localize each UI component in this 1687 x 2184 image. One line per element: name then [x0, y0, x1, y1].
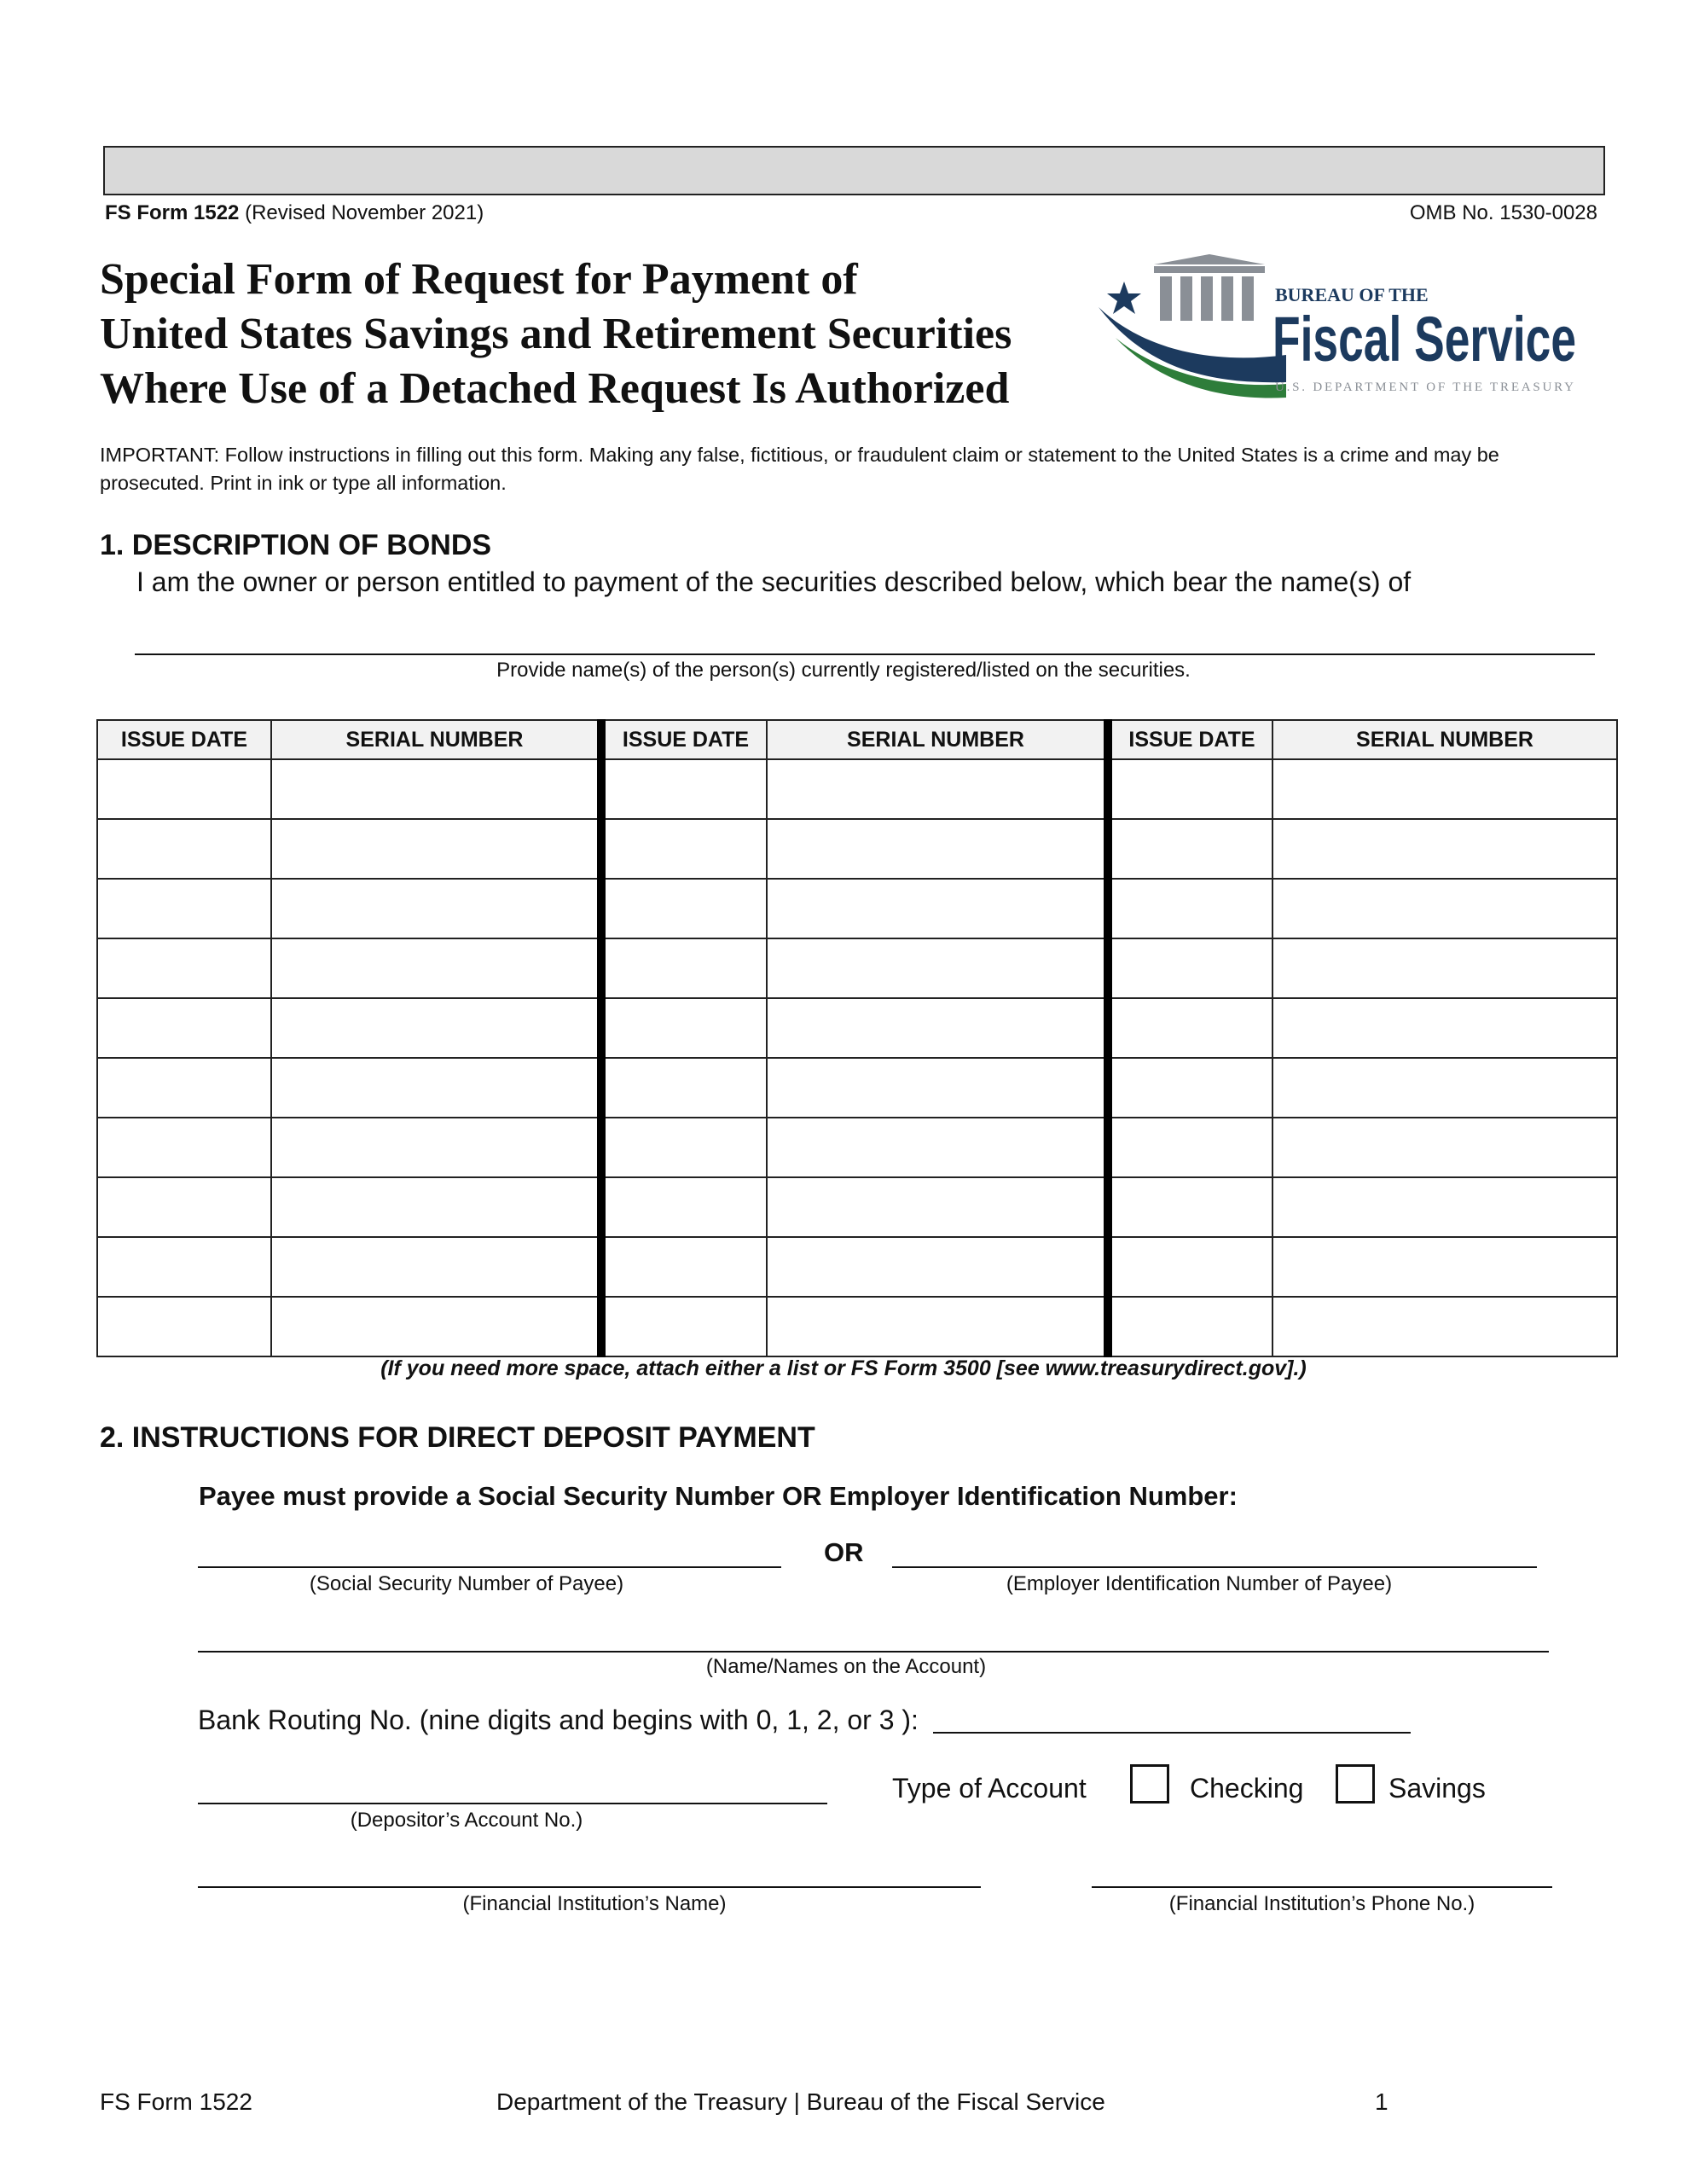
table-row — [97, 879, 1617, 938]
serial-number-cell[interactable] — [271, 1058, 601, 1118]
serial-number-cell[interactable] — [271, 819, 601, 879]
table-header-row — [97, 720, 1617, 759]
institution-phone-field[interactable] — [1092, 1886, 1552, 1888]
ein-field[interactable] — [892, 1566, 1537, 1568]
serial-number-cell[interactable] — [271, 1118, 601, 1177]
ownership-statement: I am the owner or person entitled to payment of the securities described below, which bear the name(s) of — [136, 566, 1412, 597]
issue-date-cell[interactable] — [97, 1058, 271, 1118]
issue-date-cell[interactable] — [97, 759, 271, 819]
serial-number-cell[interactable] — [1272, 1237, 1617, 1297]
important-notice: IMPORTANT: Follow instructions in filling out this form. Making any false, fictitious, or fraudulent claim or statement to the United States is a crime and may be prosecuted. Print in ink or type all information. — [100, 444, 1499, 494]
institution-name-field[interactable] — [198, 1886, 981, 1888]
title-line-2: United States Savings and Retirement Securities — [100, 310, 1012, 358]
issue-date-cell[interactable] — [1108, 1058, 1272, 1118]
building-icon — [1154, 254, 1265, 321]
column-header-serial-number: SERIAL NUMBER — [767, 720, 1108, 759]
issue-date-cell[interactable] — [601, 1237, 767, 1297]
checking-checkbox[interactable] — [1130, 1764, 1169, 1804]
issue-date-cell[interactable] — [601, 759, 767, 819]
issue-date-cell[interactable] — [1108, 819, 1272, 879]
column-header-issue-date: ISSUE DATE — [1108, 720, 1272, 759]
serial-number-cell[interactable] — [1272, 1177, 1617, 1237]
account-names-caption: (Name/Names on the Account) — [705, 1655, 987, 1678]
table-row — [97, 819, 1617, 879]
registered-names-field[interactable] — [135, 653, 1595, 655]
bonds-table — [96, 719, 1618, 1357]
table-row — [97, 998, 1617, 1058]
issue-date-cell[interactable] — [601, 1177, 767, 1237]
issue-date-cell[interactable] — [601, 1297, 767, 1356]
issue-date-cell[interactable] — [601, 998, 767, 1058]
table-row — [97, 938, 1617, 998]
column-header-issue-date: ISSUE DATE — [601, 720, 767, 759]
issue-date-cell[interactable] — [601, 819, 767, 879]
logo-fiscal-service-text: Fiscal Service — [1272, 304, 1576, 375]
form-id — [105, 201, 484, 225]
issue-date-cell[interactable] — [1108, 998, 1272, 1058]
issue-date-cell[interactable] — [601, 1058, 767, 1118]
institution-phone-caption: (Financial Institution’s Phone No.) — [1168, 1892, 1475, 1915]
serial-number-cell[interactable] — [767, 759, 1108, 819]
title-line-3: Where Use of a Detached Request Is Authorized — [100, 364, 1010, 413]
ein-caption: (Employer Identification Number of Payee) — [1006, 1572, 1393, 1595]
issue-date-cell[interactable] — [97, 819, 271, 879]
serial-number-cell[interactable] — [1272, 759, 1617, 819]
serial-number-cell[interactable] — [767, 998, 1108, 1058]
serial-number-cell[interactable] — [1272, 998, 1617, 1058]
issue-date-cell[interactable] — [601, 879, 767, 938]
account-number-field[interactable] — [198, 1803, 827, 1804]
footer-department: Department of the Treasury | Bureau of the Fiscal Service — [496, 2088, 1105, 2115]
issue-date-cell[interactable] — [1108, 1237, 1272, 1297]
serial-number-cell[interactable] — [1272, 938, 1617, 998]
footer-page-number: 1 — [1375, 2088, 1388, 2115]
issue-date-cell[interactable] — [97, 938, 271, 998]
issue-date-cell[interactable] — [97, 1297, 271, 1356]
serial-number-cell[interactable] — [1272, 819, 1617, 879]
account-number-caption: (Depositor’s Account No.) — [350, 1809, 583, 1832]
serial-number-cell[interactable] — [271, 1237, 601, 1297]
omb-number: OMB No. 1530-0028 — [1409, 201, 1597, 224]
column-header-issue-date: ISSUE DATE — [97, 720, 271, 759]
serial-number-cell[interactable] — [271, 998, 601, 1058]
serial-number-cell[interactable] — [1272, 1058, 1617, 1118]
serial-number-cell[interactable] — [271, 938, 601, 998]
account-names-field[interactable] — [198, 1651, 1549, 1653]
table-row — [97, 1177, 1617, 1237]
serial-number-cell[interactable] — [271, 1177, 601, 1237]
page-title — [100, 253, 1038, 416]
routing-label: Bank Routing No. (nine digits and begins with 0, 1, 2, or 3 ): — [198, 1705, 919, 1735]
or-label: OR — [824, 1537, 864, 1567]
serial-number-cell[interactable] — [271, 1297, 601, 1356]
table-row — [97, 1237, 1617, 1297]
form-number: FS Form 1522 — [105, 201, 240, 224]
issue-date-cell[interactable] — [601, 1118, 767, 1177]
column-header-serial-number: SERIAL NUMBER — [1272, 720, 1617, 759]
issue-date-cell[interactable] — [1108, 879, 1272, 938]
issue-date-cell[interactable] — [601, 938, 767, 998]
serial-number-cell[interactable] — [767, 938, 1108, 998]
ssn-caption: (Social Security Number of Payee) — [309, 1572, 624, 1595]
serial-number-cell[interactable] — [767, 1237, 1108, 1297]
header-bar — [103, 146, 1605, 195]
serial-number-cell[interactable] — [1272, 879, 1617, 938]
ssn-field[interactable] — [198, 1566, 781, 1568]
issue-date-cell[interactable] — [97, 1118, 271, 1177]
issue-date-cell[interactable] — [1108, 759, 1272, 819]
revision-date: (Revised November 2021) — [245, 201, 484, 224]
serial-number-cell[interactable] — [1272, 1118, 1617, 1177]
star-icon — [1107, 282, 1141, 314]
title-line-1: Special Form of Request for Payment of — [100, 255, 858, 304]
table-row — [97, 759, 1617, 819]
payee-instruction: Payee must provide a Social Security Number OR Employer Identification Number: — [199, 1481, 1238, 1511]
serial-number-cell[interactable] — [767, 879, 1108, 938]
table-row — [97, 1297, 1617, 1356]
fiscal-service-logo — [1090, 254, 1585, 404]
type-of-account-label: Type of Account — [892, 1773, 1087, 1804]
serial-number-cell[interactable] — [271, 759, 601, 819]
serial-number-cell[interactable] — [1272, 1297, 1617, 1356]
registered-names-caption: Provide name(s) of the person(s) currently registered/listed on the securities. — [496, 659, 1191, 682]
issue-date-cell[interactable] — [97, 1237, 271, 1297]
serial-number-cell[interactable] — [767, 1297, 1108, 1356]
issue-date-cell[interactable] — [1108, 1177, 1272, 1237]
issue-date-cell[interactable] — [97, 879, 271, 938]
more-space-note: (If you need more space, attach either a list or FS Form 3500 [see www.treasurydirect.gov].) — [380, 1356, 1307, 1380]
footer-form-number: FS Form 1522 — [100, 2088, 252, 2115]
serial-number-cell[interactable] — [271, 879, 601, 938]
savings-label: Savings — [1388, 1773, 1486, 1804]
table-row — [97, 1058, 1617, 1118]
issue-date-cell[interactable] — [1108, 1297, 1272, 1356]
savings-checkbox[interactable] — [1336, 1764, 1375, 1804]
serial-number-cell[interactable] — [767, 1058, 1108, 1118]
institution-name-caption: (Financial Institution’s Name) — [462, 1892, 727, 1915]
serial-number-cell[interactable] — [767, 819, 1108, 879]
issue-date-cell[interactable] — [97, 1177, 271, 1237]
table-row — [97, 1118, 1617, 1177]
issue-date-cell[interactable] — [1108, 1118, 1272, 1177]
section2-heading: 2. INSTRUCTIONS FOR DIRECT DEPOSIT PAYMENT — [100, 1421, 815, 1454]
column-header-serial-number: SERIAL NUMBER — [271, 720, 601, 759]
section1-heading: 1. DESCRIPTION OF BONDS — [100, 529, 492, 561]
logo-bureau-text: BUREAU OF THE — [1275, 284, 1429, 305]
checking-label: Checking — [1190, 1773, 1304, 1804]
logo-department-text: U.S. DEPARTMENT OF THE TREASURY — [1275, 380, 1574, 394]
issue-date-cell[interactable] — [1108, 938, 1272, 998]
serial-number-cell[interactable] — [767, 1118, 1108, 1177]
routing-number-field[interactable] — [933, 1732, 1411, 1734]
serial-number-cell[interactable] — [767, 1177, 1108, 1237]
issue-date-cell[interactable] — [97, 998, 271, 1058]
